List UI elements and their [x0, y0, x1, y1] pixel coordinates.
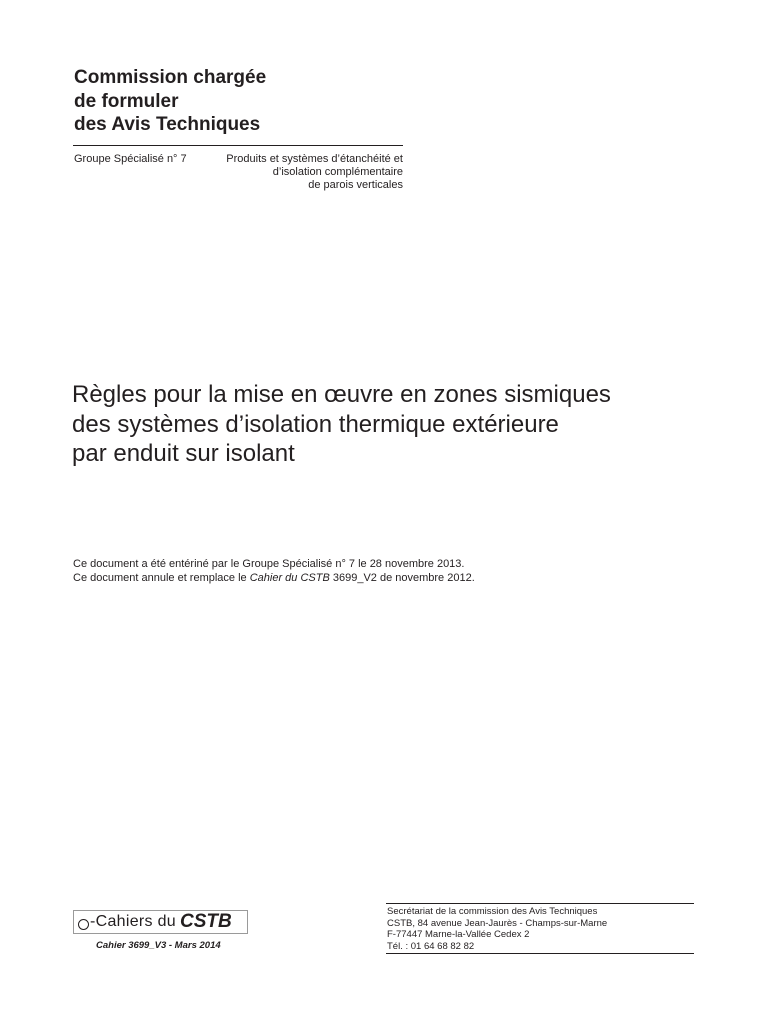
- logo-brand: CSTB: [180, 911, 232, 932]
- address-bottom-divider: [386, 953, 694, 954]
- replacement-note-start: Ce document annule et remplace le: [73, 572, 250, 584]
- commission-line: Commission chargée: [74, 67, 267, 88]
- domaine-line: de parois verticales: [308, 179, 403, 191]
- commission-line: de formuler: [74, 90, 179, 112]
- cahier-reference: Cahier 3699_V3 - Mars 2014: [96, 940, 221, 951]
- document-title: [72, 380, 611, 469]
- title-line: des systèmes d’isolation thermique extérieure: [72, 410, 559, 438]
- e-logo-icon: [78, 919, 89, 930]
- domaine-line: Produits et systèmes d’étanchéité et: [226, 153, 403, 165]
- domaine-line: d’isolation complémentaire: [272, 166, 403, 178]
- title-line: Règles pour la mise en œuvre en zones sismiques: [72, 381, 611, 408]
- address-line: F-77447 Marne-la-Vallée Cedex 2: [387, 929, 530, 940]
- domaine-description: [226, 153, 403, 192]
- endorsement-note: Ce document a été entériné par le Groupe Spécialisé n° 7 le 28 novembre 2013.: [73, 558, 465, 570]
- e-cahiers-logo: [73, 910, 248, 934]
- commission-line: des Avis Techniques: [74, 114, 261, 135]
- header-divider: [73, 145, 403, 146]
- logo-prefix: -Cahiers du: [90, 913, 177, 930]
- address-line: Secrétariat de la commission des Avis Techniques: [387, 906, 598, 917]
- secretariat-address: [387, 906, 607, 952]
- groupe-label: Groupe Spécialisé n° 7: [74, 153, 187, 165]
- address-line: CSTB, 84 avenue Jean-Jaurès - Champs-sur-Marne: [387, 917, 608, 929]
- replacement-note: [73, 571, 475, 585]
- cahier-title-italic: Cahier du CSTB: [249, 572, 330, 584]
- address-top-divider: [386, 903, 694, 904]
- commission-heading: [74, 66, 266, 137]
- address-phone: Tél. : 01 64 68 82 82: [387, 940, 475, 952]
- title-line: par enduit sur isolant: [72, 440, 295, 467]
- replacement-note-end: 3699_V2 de novembre 2012.: [329, 572, 475, 584]
- document-notes: [73, 557, 475, 585]
